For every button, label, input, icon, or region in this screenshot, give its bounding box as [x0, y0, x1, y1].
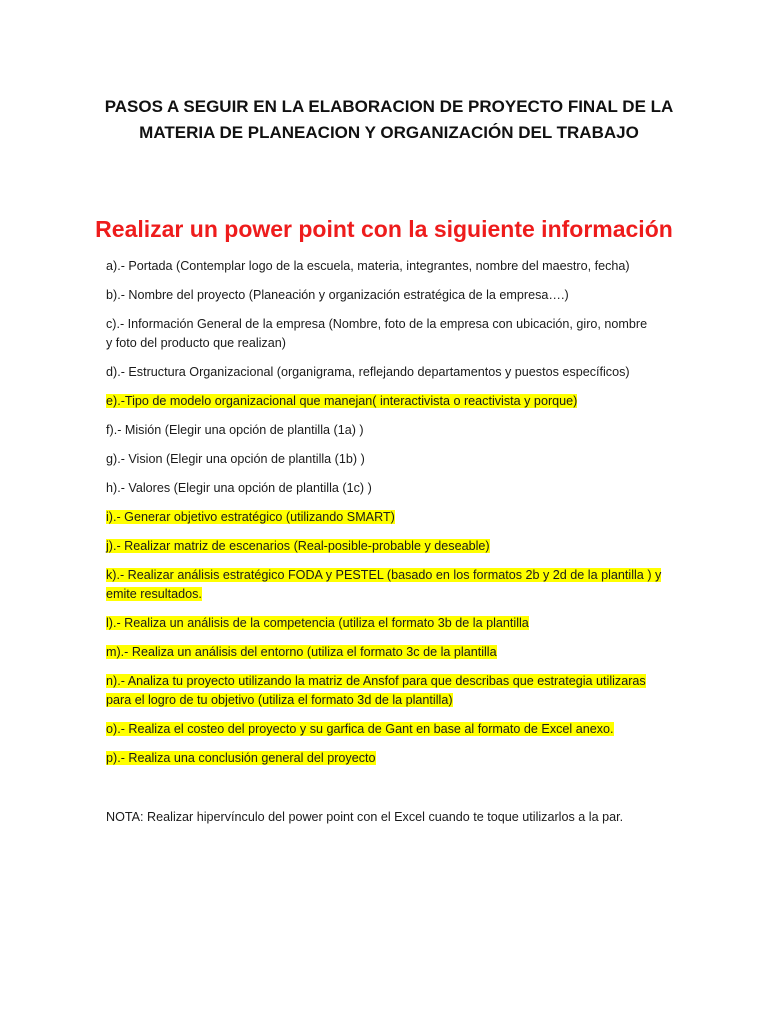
- list-item-line: d).- Estructura Organizacional (organigrama, reflejando departamentos y puestos específicos): [106, 365, 630, 379]
- list-item-highlighted: [106, 392, 666, 411]
- list-item-line: g).- Vision (Elegir una opción de plantilla (1b) ): [106, 452, 365, 466]
- list-item: [106, 450, 666, 469]
- list-item-highlighted: [106, 508, 666, 527]
- list-item-line: f).- Misión (Elegir una opción de plantilla (1a) ): [106, 423, 364, 437]
- list-item-line: emite resultados.: [106, 587, 202, 601]
- list-item-line: b).- Nombre del proyecto (Planeación y organización estratégica de la empresa….): [106, 288, 569, 302]
- list-item-line: j).- Realizar matriz de escenarios (Real-posible-probable y deseable): [106, 539, 490, 553]
- list-item-line: a).- Portada (Contemplar logo de la escuela, materia, integrantes, nombre del maestro, fecha): [106, 259, 630, 273]
- list-item-line: m).- Realiza un análisis del entorno (utiliza el formato 3c de la plantilla: [106, 645, 497, 659]
- document-title: [80, 94, 698, 146]
- list-item-line: l).- Realiza un análisis de la competencia (utiliza el formato 3b de la plantilla: [106, 616, 529, 630]
- list-item-line: para el logro de tu objetivo (utiliza el formato 3d de la plantilla): [106, 693, 453, 707]
- document-title-line-1: PASOS A SEGUIR EN LA ELABORACION DE PROYECTO FINAL DE LA: [104, 97, 674, 116]
- list-item-highlighted: [106, 537, 666, 556]
- list-item-highlighted: [106, 672, 666, 710]
- section-subtitle: Realizar un power point con la siguiente información: [95, 216, 673, 242]
- list-item: [106, 421, 666, 440]
- list-item: [106, 363, 666, 382]
- list-item-highlighted: [106, 566, 666, 604]
- list-item-line: c).- Información General de la empresa (Nombre, foto de la empresa con ubicación, giro, nombre: [106, 317, 648, 331]
- list-item-highlighted: [106, 614, 666, 633]
- list-item-line: y foto del producto que realizan): [106, 336, 286, 350]
- document-title-line-2: MATERIA DE PLANEACION Y ORGANIZACIÓN DEL TRABAJO: [139, 123, 639, 142]
- list-item-line: k).- Realizar análisis estratégico FODA y PESTEL (basado en los formatos 2b y 2d de la plantilla ) y: [106, 568, 662, 582]
- list-item-line: o).- Realiza el costeo del proyecto y su garfica de Gant en base al formato de Excel anexo.: [106, 722, 614, 736]
- list-item-line: p).- Realiza una conclusión general del proyecto: [106, 751, 376, 765]
- list-item: [106, 315, 666, 353]
- list-item-highlighted: [106, 720, 666, 739]
- list-item-line: h).- Valores (Elegir una opción de plantilla (1c) ): [106, 481, 372, 495]
- list-item: [106, 257, 666, 276]
- list-item: [106, 479, 666, 498]
- list-item: [106, 286, 666, 305]
- list-item-highlighted: [106, 749, 666, 768]
- list-item-highlighted: [106, 643, 666, 662]
- steps-list: [106, 257, 666, 768]
- list-item-line: n).- Analiza tu proyecto utilizando la matriz de Ansfof para que describas que estrategia utilizaras: [106, 674, 646, 688]
- list-item-line: e).-Tipo de modelo organizacional que manejan( interactivista o reactivista y porque): [106, 394, 578, 408]
- document-note: NOTA: Realizar hipervínculo del power point con el Excel cuando te toque utilizarlos a la par.: [106, 810, 624, 824]
- list-item-line: i).- Generar objetivo estratégico (utilizando SMART): [106, 510, 395, 524]
